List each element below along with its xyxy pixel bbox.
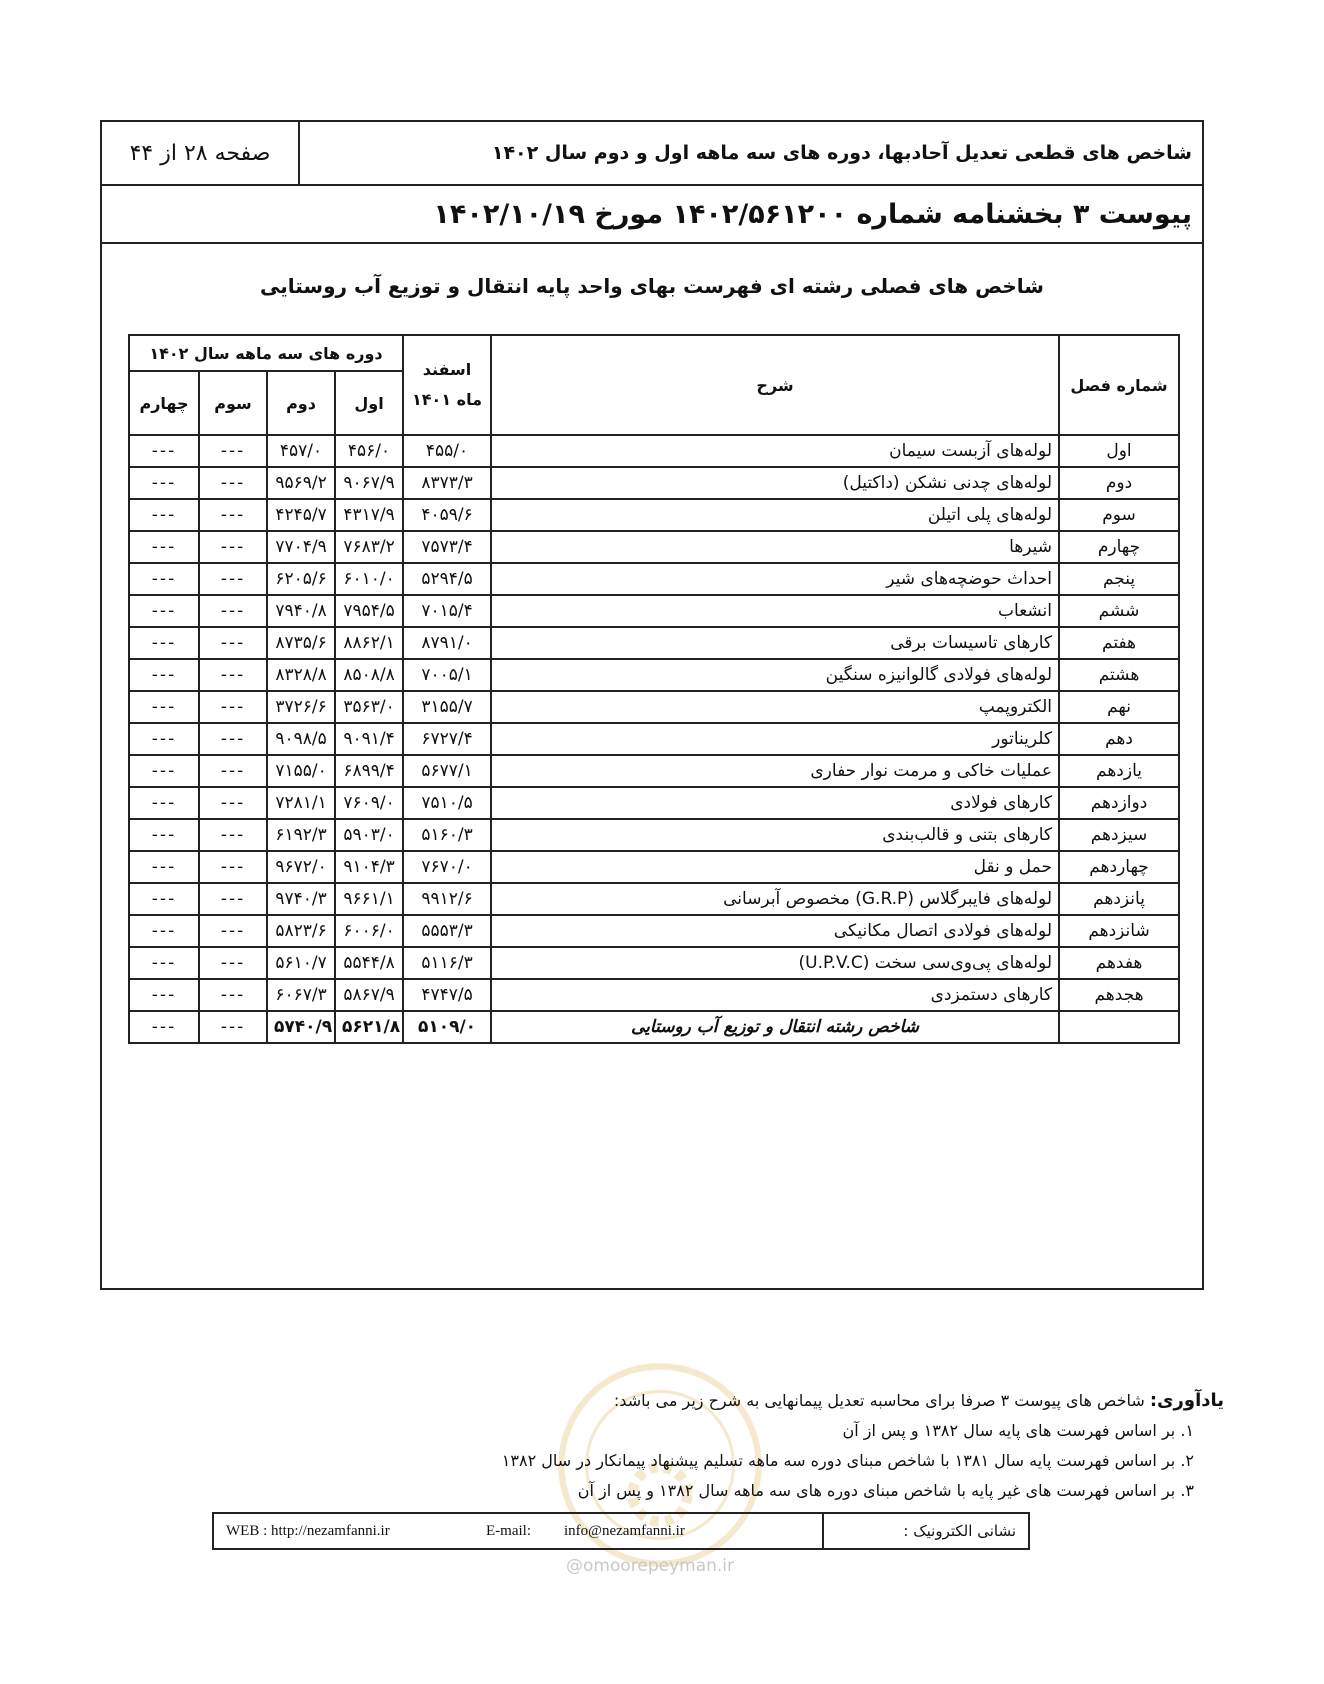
watermark: @omoorepeyman.ir	[566, 1556, 735, 1576]
q3-cell: ---	[199, 435, 267, 467]
q2-cell: ۹۰۹۸/۵	[267, 723, 335, 755]
q4-cell: ---	[129, 851, 199, 883]
table-row	[129, 627, 1179, 659]
q1-cell: ۵۵۴۴/۸	[335, 947, 403, 979]
table-row	[129, 787, 1179, 819]
total-row	[129, 1011, 1179, 1043]
table-row	[129, 755, 1179, 787]
table-row	[129, 563, 1179, 595]
season-cell: نهم	[1059, 691, 1179, 723]
q1-cell: ۷۶۰۹/۰	[335, 787, 403, 819]
season-cell: چهاردهم	[1059, 851, 1179, 883]
desc-cell: انشعاب	[491, 595, 1059, 627]
season-cell: پنجم	[1059, 563, 1179, 595]
desc-cell: کارهای تاسیسات برقی	[491, 627, 1059, 659]
q1-cell: ۹۰۶۷/۹	[335, 467, 403, 499]
annex-title: پیوست ۳ بخشنامه شماره ۱۴۰۲/۵۶۱۲۰۰ مورخ ۱۴۰۲/۱۰/۱۹	[102, 186, 1202, 244]
q2-cell: ۴۲۴۵/۷	[267, 499, 335, 531]
email-label: E-mail:	[486, 1522, 531, 1539]
season-cell: دهم	[1059, 723, 1179, 755]
section-title: شاخص های فصلی رشته ای فهرست بهای واحد پایه انتقال و توزیع آب روستایی	[260, 274, 1044, 298]
q2-cell: ۶۰۶۷/۳	[267, 979, 335, 1011]
base-cell: ۹۹۱۲/۶	[403, 883, 491, 915]
desc-cell: الکتروپمپ	[491, 691, 1059, 723]
season-cell: سیزدهم	[1059, 819, 1179, 851]
header-desc: شرح	[491, 335, 1059, 435]
index-table	[128, 334, 1180, 1044]
q2-cell: ۷۲۸۱/۱	[267, 787, 335, 819]
season-cell: پانزدهم	[1059, 883, 1179, 915]
season-cell: دوازدهم	[1059, 787, 1179, 819]
base-cell: ۷۶۷۰/۰	[403, 851, 491, 883]
q4-cell: ---	[129, 755, 199, 787]
q2-cell: ۹۷۴۰/۳	[267, 883, 335, 915]
q4-cell: ---	[129, 723, 199, 755]
season-cell: سوم	[1059, 499, 1179, 531]
table-row	[129, 947, 1179, 979]
season-cell: هجدهم	[1059, 979, 1179, 1011]
total-q3: ---	[199, 1011, 267, 1043]
q4-cell: ---	[129, 915, 199, 947]
q2-cell: ۵۶۱۰/۷	[267, 947, 335, 979]
table-body	[129, 435, 1179, 1043]
table-row	[129, 435, 1179, 467]
q2-cell: ۵۸۲۳/۶	[267, 915, 335, 947]
base-cell: ۷۰۰۵/۱	[403, 659, 491, 691]
q4-cell: ---	[129, 883, 199, 915]
q1-cell: ۶۰۰۶/۰	[335, 915, 403, 947]
notes-item: ۲. بر اساس فهرست پایه سال ۱۳۸۱ با شاخص مبنای دوره سه ماهه تسلیم پیشنهاد پیمانکار در سال ۱۳۸۲	[501, 1451, 1194, 1470]
season-cell: ششم	[1059, 595, 1179, 627]
q4-cell: ---	[129, 531, 199, 563]
base-cell: ۵۶۷۷/۱	[403, 755, 491, 787]
q4-cell: ---	[129, 691, 199, 723]
q3-cell: ---	[199, 595, 267, 627]
desc-cell: لوله‌های فولادی گالوانیزه سنگین	[491, 659, 1059, 691]
q4-cell: ---	[129, 435, 199, 467]
base-cell: ۵۱۱۶/۳	[403, 947, 491, 979]
q3-cell: ---	[199, 531, 267, 563]
total-q2: ۵۷۴۰/۹	[267, 1011, 335, 1043]
q1-cell: ۹۶۶۱/۱	[335, 883, 403, 915]
table-row	[129, 851, 1179, 883]
q3-cell: ---	[199, 979, 267, 1011]
q1-cell: ۸۸۶۲/۱	[335, 627, 403, 659]
q2-cell: ۷۷۰۴/۹	[267, 531, 335, 563]
desc-cell: حمل و نقل	[491, 851, 1059, 883]
base-cell: ۳۱۵۵/۷	[403, 691, 491, 723]
q3-cell: ---	[199, 467, 267, 499]
base-cell: ۴۷۴۷/۵	[403, 979, 491, 1011]
total-season	[1059, 1011, 1179, 1043]
notes	[324, 1386, 1224, 1506]
table-row	[129, 883, 1179, 915]
table-row	[129, 691, 1179, 723]
base-cell: ۵۱۶۰/۳	[403, 819, 491, 851]
web-link[interactable]: WEB : http://nezamfanni.ir	[226, 1522, 390, 1539]
season-cell: هفتم	[1059, 627, 1179, 659]
header-row-1	[129, 335, 1179, 371]
notes-intro	[324, 1386, 1224, 1416]
q3-cell: ---	[199, 947, 267, 979]
header-quarters-group: دوره های سه ماهه سال ۱۴۰۲	[129, 335, 403, 371]
base-cell: ۷۰۱۵/۴	[403, 595, 491, 627]
q4-cell: ---	[129, 595, 199, 627]
q1-cell: ۸۵۰۸/۸	[335, 659, 403, 691]
q1-cell: ۷۹۵۴/۵	[335, 595, 403, 627]
desc-cell: کلریناتور	[491, 723, 1059, 755]
q4-cell: ---	[129, 627, 199, 659]
notes-label: یادآوری:	[1149, 1390, 1224, 1411]
season-cell: چهارم	[1059, 531, 1179, 563]
contact-box	[212, 1512, 1030, 1550]
desc-cell: شیرها	[491, 531, 1059, 563]
q1-cell: ۵۹۰۳/۰	[335, 819, 403, 851]
q4-cell: ---	[129, 819, 199, 851]
q1-cell: ۹۱۰۴/۳	[335, 851, 403, 883]
total-base: ۵۱۰۹/۰	[403, 1011, 491, 1043]
desc-cell: کارهای دستمزدی	[491, 979, 1059, 1011]
table-row	[129, 915, 1179, 947]
q3-cell: ---	[199, 819, 267, 851]
desc-cell: لوله‌های آزبست سیمان	[491, 435, 1059, 467]
q3-cell: ---	[199, 915, 267, 947]
q3-cell: ---	[199, 851, 267, 883]
season-cell: اول	[1059, 435, 1179, 467]
desc-cell: لوله‌های پلی اتیلن	[491, 499, 1059, 531]
header-q2: دوم	[267, 371, 335, 435]
q2-cell: ۴۵۷/۰	[267, 435, 335, 467]
base-cell: ۸۷۹۱/۰	[403, 627, 491, 659]
q3-cell: ---	[199, 499, 267, 531]
header-base: اسفند ماه ۱۴۰۱	[403, 335, 491, 435]
season-cell: هفدهم	[1059, 947, 1179, 979]
q2-cell: ۹۵۶۹/۲	[267, 467, 335, 499]
total-q4: ---	[129, 1011, 199, 1043]
q4-cell: ---	[129, 467, 199, 499]
email-link[interactable]: info@nezamfanni.ir	[564, 1522, 685, 1539]
contact-label: نشانی الکترونیک :	[903, 1522, 1016, 1540]
q3-cell: ---	[199, 627, 267, 659]
q2-cell: ۸۳۲۸/۸	[267, 659, 335, 691]
base-cell: ۵۵۵۳/۳	[403, 915, 491, 947]
q1-cell: ۶۰۱۰/۰	[335, 563, 403, 595]
table-row	[129, 595, 1179, 627]
notes-item: ۱. بر اساس فهرست های پایه سال ۱۳۸۲ و پس از آن	[842, 1421, 1194, 1440]
q3-cell: ---	[199, 691, 267, 723]
q3-cell: ---	[199, 659, 267, 691]
notes-intro-text: شاخص های پیوست ۳ صرفا برای محاسبه تعدیل پیمانهایی به شرح زیر می باشد:	[613, 1391, 1145, 1410]
total-desc: شاخص رشته انتقال و توزیع آب روستایی	[491, 1011, 1059, 1043]
table-row	[129, 819, 1179, 851]
notes-item: ۳. بر اساس فهرست های غیر پایه با شاخص مبنای دوره های سه ماهه سال ۱۳۸۲ و پس از آن	[577, 1481, 1194, 1500]
season-cell: دوم	[1059, 467, 1179, 499]
table-row	[129, 723, 1179, 755]
desc-cell: لوله‌های فایبرگلاس (G.R.P) مخصوص آبرسانی	[491, 883, 1059, 915]
q1-cell: ۶۸۹۹/۴	[335, 755, 403, 787]
q3-cell: ---	[199, 723, 267, 755]
table-row	[129, 531, 1179, 563]
desc-cell: کارهای فولادی	[491, 787, 1059, 819]
q2-cell: ۸۷۳۵/۶	[267, 627, 335, 659]
q4-cell: ---	[129, 787, 199, 819]
q4-cell: ---	[129, 499, 199, 531]
base-cell: ۴۵۵/۰	[403, 435, 491, 467]
season-cell: هشتم	[1059, 659, 1179, 691]
q4-cell: ---	[129, 947, 199, 979]
document-title: شاخص های قطعی تعدیل آحادبها، دوره های سه ماهه اول و دوم سال ۱۴۰۲	[491, 142, 1192, 164]
contact-links	[214, 1514, 824, 1548]
desc-cell: کارهای بتنی و قالب‌بندی	[491, 819, 1059, 851]
q1-cell: ۳۵۶۳/۰	[335, 691, 403, 723]
q3-cell: ---	[199, 563, 267, 595]
base-cell: ۴۰۵۹/۶	[403, 499, 491, 531]
desc-cell: لوله‌های چدنی نشکن (داکتیل)	[491, 467, 1059, 499]
table-row	[129, 467, 1179, 499]
q2-cell: ۶۲۰۵/۶	[267, 563, 335, 595]
q2-cell: ۹۶۷۲/۰	[267, 851, 335, 883]
table-row	[129, 659, 1179, 691]
q4-cell: ---	[129, 563, 199, 595]
q1-cell: ۹۰۹۱/۴	[335, 723, 403, 755]
base-cell: ۷۵۷۳/۴	[403, 531, 491, 563]
q4-cell: ---	[129, 979, 199, 1011]
q4-cell: ---	[129, 659, 199, 691]
base-cell: ۶۷۲۷/۴	[403, 723, 491, 755]
header-row	[102, 122, 1202, 186]
desc-cell: لوله‌های پی‌وی‌سی سخت (U.P.V.C)	[491, 947, 1059, 979]
season-cell: یازدهم	[1059, 755, 1179, 787]
desc-cell: احداث حوضچه‌های شیر	[491, 563, 1059, 595]
document-frame	[100, 120, 1204, 1290]
q1-cell: ۴۳۱۷/۹	[335, 499, 403, 531]
q2-cell: ۷۹۴۰/۸	[267, 595, 335, 627]
table-row	[129, 979, 1179, 1011]
q3-cell: ---	[199, 883, 267, 915]
header-q1: اول	[335, 371, 403, 435]
desc-cell: لوله‌های فولادی اتصال مکانیکی	[491, 915, 1059, 947]
q1-cell: ۴۵۶/۰	[335, 435, 403, 467]
page-number: صفحه ۲۸ از ۴۴	[102, 122, 300, 184]
base-cell: ۸۳۷۳/۳	[403, 467, 491, 499]
q3-cell: ---	[199, 755, 267, 787]
base-cell: ۵۲۹۴/۵	[403, 563, 491, 595]
total-q1: ۵۶۲۱/۸	[335, 1011, 403, 1043]
season-cell: شانزدهم	[1059, 915, 1179, 947]
table-row	[129, 499, 1179, 531]
q2-cell: ۳۷۲۶/۶	[267, 691, 335, 723]
header-q4: چهارم	[129, 371, 199, 435]
q2-cell: ۶۱۹۲/۳	[267, 819, 335, 851]
header-q3: سوم	[199, 371, 267, 435]
q1-cell: ۷۶۸۳/۲	[335, 531, 403, 563]
q2-cell: ۷۱۵۵/۰	[267, 755, 335, 787]
header-season-no: شماره فصل	[1059, 335, 1179, 435]
base-cell: ۷۵۱۰/۵	[403, 787, 491, 819]
q3-cell: ---	[199, 787, 267, 819]
desc-cell: عملیات خاکی و مرمت نوار حفاری	[491, 755, 1059, 787]
q1-cell: ۵۸۶۷/۹	[335, 979, 403, 1011]
